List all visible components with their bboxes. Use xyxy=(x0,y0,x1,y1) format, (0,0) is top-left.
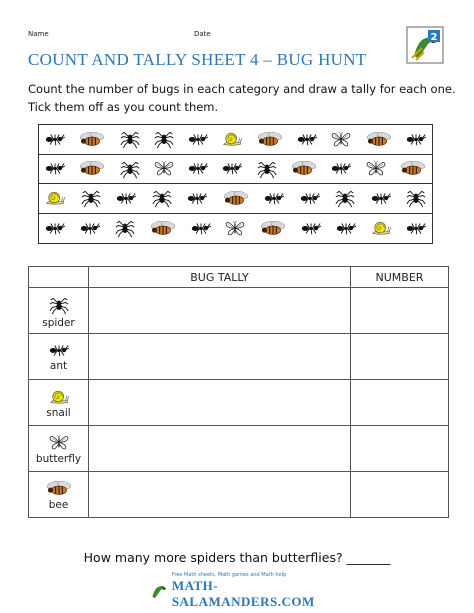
tally-row-ant xyxy=(29,334,449,380)
bug-row xyxy=(39,155,432,185)
number-cell[interactable] xyxy=(351,288,449,334)
number-cell[interactable] xyxy=(351,426,449,472)
bug-row xyxy=(39,184,432,214)
footer-brand-text: MATH-SALAMANDERS.COM xyxy=(171,578,315,609)
tally-cell[interactable] xyxy=(89,380,351,426)
number-cell[interactable] xyxy=(351,380,449,426)
tally-cell[interactable] xyxy=(89,288,351,334)
bee-icon[interactable] xyxy=(79,131,105,148)
bee-icon xyxy=(29,480,88,497)
spiders-vs-butterflies-question: How many more spiders than butterflies? _______ xyxy=(83,550,391,565)
spider-icon[interactable] xyxy=(257,159,277,179)
ant-icon[interactable] xyxy=(331,161,351,176)
butterfly-icon[interactable] xyxy=(366,160,386,177)
ant-icon[interactable] xyxy=(222,161,242,176)
ant-icon[interactable] xyxy=(406,132,426,147)
ant-icon[interactable] xyxy=(116,191,136,206)
tally-row-snail xyxy=(29,380,449,426)
ant-icon[interactable] xyxy=(188,161,208,176)
spider-icon[interactable] xyxy=(406,188,426,208)
butterfly-icon[interactable] xyxy=(225,220,245,237)
category-label: ant xyxy=(49,360,68,372)
spider-icon[interactable] xyxy=(120,159,140,179)
number-cell[interactable] xyxy=(351,334,449,380)
ant-icon[interactable] xyxy=(188,132,208,147)
ant-icon[interactable] xyxy=(336,221,356,236)
bee-icon[interactable] xyxy=(260,220,286,237)
instruction-line-1: Count the number of bugs in each category and draw a tally for each one. xyxy=(28,82,456,96)
page-title: COUNT AND TALLY SHEET 4 – BUG HUNT xyxy=(28,50,367,69)
category-label: spider xyxy=(42,316,75,329)
tally-cell[interactable] xyxy=(89,472,351,518)
category-column-header xyxy=(29,267,89,288)
category-label: snail xyxy=(46,406,71,419)
bee-icon[interactable] xyxy=(400,160,426,177)
salamander-logo-icon xyxy=(406,26,444,64)
bee-icon[interactable] xyxy=(366,131,392,148)
spider-icon[interactable] xyxy=(335,188,355,208)
number-cell[interactable] xyxy=(351,472,449,518)
ant-icon[interactable] xyxy=(191,221,211,236)
ant-icon[interactable] xyxy=(301,221,321,236)
ant-icon xyxy=(29,343,88,358)
spider-icon xyxy=(29,295,88,315)
snail-icon xyxy=(29,389,88,405)
butterfly-icon[interactable] xyxy=(331,131,351,148)
logo-grade-text: 2 xyxy=(430,32,438,43)
bee-icon[interactable] xyxy=(223,190,249,207)
footer-tagline: Free Math sheets, Math games and Math help xyxy=(171,572,287,578)
snail-icon[interactable] xyxy=(371,220,391,236)
bug-row xyxy=(39,125,432,155)
category-cell xyxy=(29,472,89,518)
butterfly-icon[interactable] xyxy=(154,160,174,177)
footer-brand xyxy=(150,572,325,609)
salamander-footer-icon xyxy=(150,580,168,602)
ant-icon[interactable] xyxy=(297,132,317,147)
ant-icon[interactable] xyxy=(406,221,426,236)
tally-row-spider xyxy=(29,288,449,334)
tally-row-butterfly xyxy=(29,426,449,472)
tally-cell[interactable] xyxy=(89,334,351,380)
butterfly-icon xyxy=(29,434,88,451)
category-cell xyxy=(29,380,89,426)
spider-icon[interactable] xyxy=(120,129,140,149)
category-label: butterfly xyxy=(35,453,82,465)
tally-header-row xyxy=(29,267,449,288)
ant-icon[interactable] xyxy=(80,221,100,236)
spider-icon[interactable] xyxy=(152,188,172,208)
category-cell xyxy=(29,426,89,472)
spider-icon[interactable] xyxy=(154,129,174,149)
number-column-header: NUMBER xyxy=(351,267,449,288)
ant-icon[interactable] xyxy=(45,132,65,147)
ant-icon[interactable] xyxy=(300,191,320,206)
tally-row-bee xyxy=(29,472,449,518)
tally-table xyxy=(28,266,449,518)
bee-icon[interactable] xyxy=(150,220,176,237)
spider-icon[interactable] xyxy=(81,188,101,208)
spider-icon[interactable] xyxy=(115,218,135,238)
category-cell xyxy=(29,288,89,334)
bug-tally-column-header: BUG TALLY xyxy=(89,267,351,288)
tally-cell[interactable] xyxy=(89,426,351,472)
ant-icon[interactable] xyxy=(45,161,65,176)
date-label: Date xyxy=(194,30,211,38)
snail-icon[interactable] xyxy=(222,131,242,147)
instruction-line-2: Tick them off as you count them. xyxy=(28,100,219,114)
category-label: bee xyxy=(48,499,69,511)
ant-icon[interactable] xyxy=(371,191,391,206)
bug-hunt-grid xyxy=(38,124,433,244)
ant-icon[interactable] xyxy=(45,221,65,236)
ant-icon[interactable] xyxy=(187,191,207,206)
bee-icon[interactable] xyxy=(79,160,105,177)
snail-icon[interactable] xyxy=(45,190,65,206)
bee-icon[interactable] xyxy=(291,160,317,177)
name-label: Name xyxy=(28,30,49,38)
bee-icon[interactable] xyxy=(257,131,283,148)
ant-icon[interactable] xyxy=(264,191,284,206)
category-cell xyxy=(29,334,89,380)
bug-row xyxy=(39,214,432,244)
